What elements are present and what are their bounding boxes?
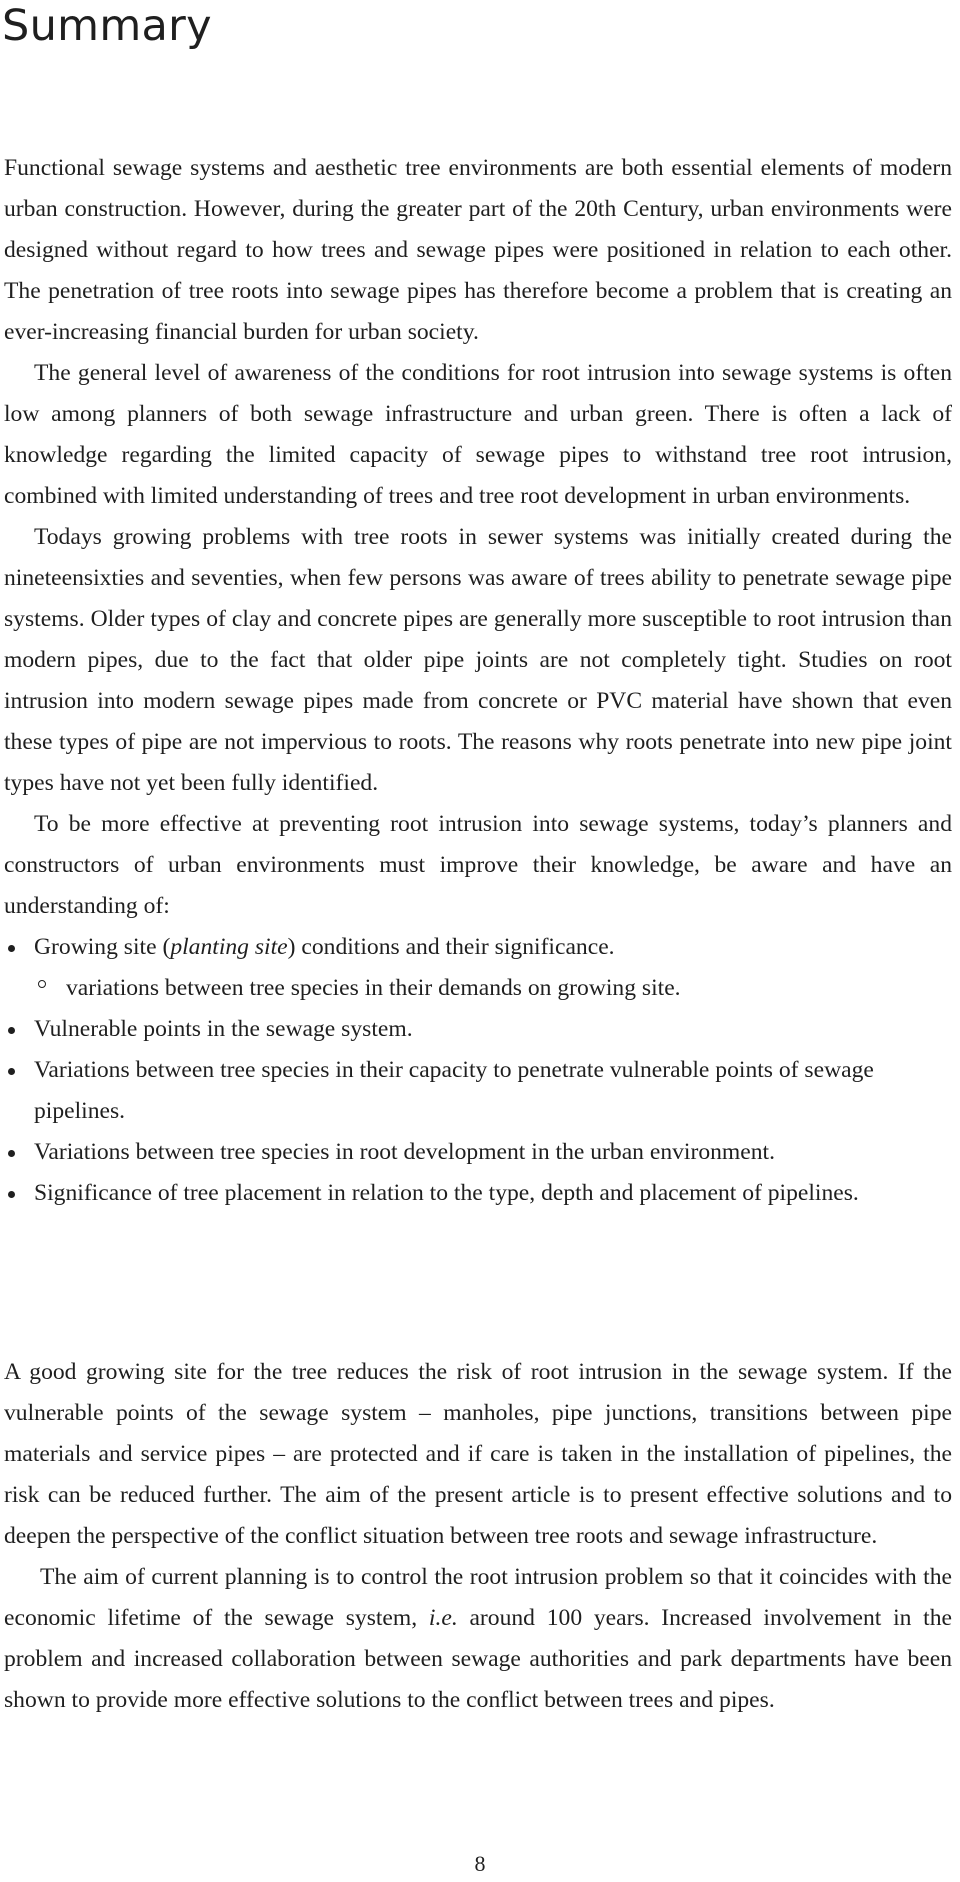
paragraph-italic: i.e. bbox=[428, 1605, 458, 1631]
list-item-text: Significance of tree placement in relation to the type, depth and placement of pipelines. bbox=[34, 1180, 859, 1206]
list-item bbox=[4, 1173, 952, 1214]
list-item-text: Variations between tree species in root development in the urban environment. bbox=[34, 1139, 776, 1165]
list-item bbox=[4, 927, 952, 968]
list-item bbox=[4, 1050, 952, 1132]
paragraph-planning bbox=[4, 1557, 952, 1721]
paragraph-growing-site: A good growing site for the tree reduces the risk of root intrusion in the sewage system. If the vulnerable points of the sewage system – manholes, pipe junctions, transitions between pipe materials and service pipes – are protected and if care is taken in the installation of pipelines, the risk can be reduced further. The aim of the present article is to present effective solutions and to deepen the perspective of the conflict situation between tree roots and sewage infrastructure. bbox=[4, 1359, 952, 1549]
knowledge-list bbox=[4, 927, 952, 1214]
sub-list-item bbox=[4, 968, 952, 1009]
page-number: 8 bbox=[474, 1851, 486, 1876]
summary-body-part2 bbox=[4, 1352, 952, 1721]
list-item bbox=[4, 1132, 952, 1173]
paragraph-history: Todays growing problems with tree roots in sewer systems was initially created during the nineteensixties and seventies, when few persons was aware of trees ability to penetrate sewage pipe systems. Older types of clay and concrete pipes are generally more susceptible to root intrusion than modern pipes, due to the fact that older pipe joints are not completely tight. Studies on root intrusion into modern sewage pipes made from concrete or PVC material have shown that even these types of pipe are not impervious to roots. The reasons why roots penetrate into new pipe joint types have not yet been fully identified. bbox=[4, 524, 952, 796]
summary-body-part1 bbox=[4, 148, 952, 1214]
list-item-italic: planting site bbox=[170, 934, 288, 960]
paragraph-intro: Functional sewage systems and aesthetic tree environments are both essential elements of modern urban construction. However, during the greater part of the 20th Century, urban environments were designed without regard to how trees and sewage pipes were positioned in relation to each other. The penetration of tree roots into sewage pipes has therefore become a problem that is creating an ever-increasing financial burden for urban society. bbox=[4, 155, 952, 345]
list-item-text: Variations between tree species in their capacity to penetrate vulnerable points of sewage pipelines. bbox=[34, 1057, 874, 1124]
page-title: Summary bbox=[2, 1, 212, 51]
paragraph-text: around 100 years. Increased involvement in the problem and increased collaboration between sewage authorities and park departments have been shown to provide more effective solutions to the conflict between trees and pipes. bbox=[4, 1605, 952, 1713]
list-item-text: Vulnerable points in the sewage system. bbox=[34, 1016, 413, 1042]
paragraph-awareness: The general level of awareness of the conditions for root intrusion into sewage systems is often low among planners of both sewage infrastructure and urban green. There is often a lack of knowledge regarding the limited capacity of sewage pipes to withstand tree root intrusion, combined with limited understanding of trees and tree root development in urban environments. bbox=[4, 360, 952, 509]
list-item-text: Growing site ( bbox=[34, 934, 171, 960]
paragraph-text: The aim of current planning is to control the root intrusion problem so that it coincides with the economic lifetime of the sewage system, bbox=[4, 1564, 952, 1631]
list-item-text: ) conditions and their significance. bbox=[287, 934, 615, 960]
paragraph-prevention: To be more effective at preventing root intrusion into sewage systems, today’s planners and constructors of urban environments must improve their knowledge, be aware and have an understanding of: bbox=[4, 811, 952, 919]
list-item bbox=[4, 1009, 952, 1050]
list-item-text: variations between tree species in their demands on growing site. bbox=[66, 975, 681, 1001]
